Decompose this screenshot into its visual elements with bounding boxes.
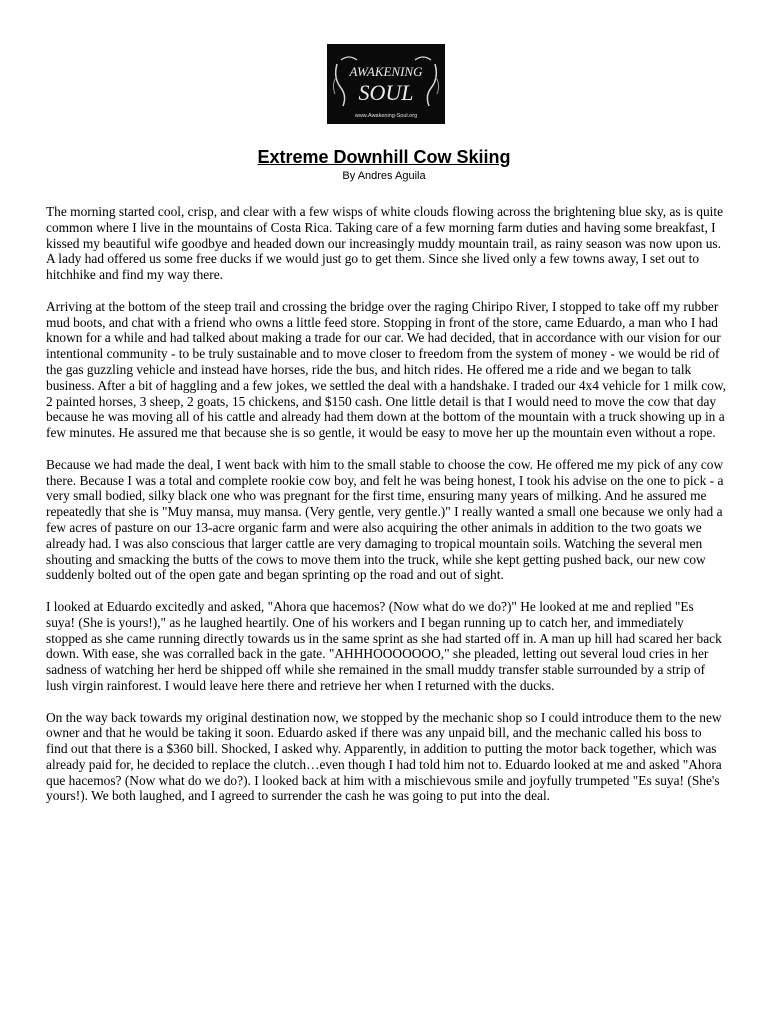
paragraph: Arriving at the bottom of the steep trail and crossing the bridge over the raging Chiripo River, I stopped to take off my rubber mud boots, and chat with a friend who owns a little feed store. Stopping in front of the store, came Eduardo, a man who I had known for a while and had talked about making a trade for our car. We had decided, that in accordance with our vision for our intentional community - to be truly sustainable and to move closer to freedom from the system of money - we would be rid of the gas guzzling vehicle and instead have horses, ride the bus, and hitch rides. He offered me a ride and we began to talk business. After a bit of haggling and a few jokes, we settled the deal with a handshake. I traded our 4x4 vehicle for 1 milk cow, 2 painted horses, 3 sheep, 2 goats, 15 chickens, and $150 cash. One little detail is that I would need to move the cow that day because he was moving all of his cattle and already had them down at the bottom of the mountain with a truck showing up in a few minutes. He assured me that because she is so gentle, it would be easy to move her up the mountain even without a rope. [46,298,726,441]
paragraph: Because we had made the deal, I went back with him to the small stable to choose the cow. He offered me my pick of any cow there. Because I was a total and complete rookie cow boy, and felt he was being honest, I took his advise on the one to pick - a very small bodied, silky black one who was pregnant for the first time, ensuring many years of milking. And he assured me repeatedly that she is "Muy mansa, muy mansa. (Very gentle, very gentle.)" I really wanted a small one because we only had a few acres of pasture on our 13-acre organic farm and were also acquiring the other animals in addition to the two goats we already had. I was also conscious that larger cattle are very damaging to tropical mountain soils. Watching the several men shouting and smacking the butts of the cows to move them into the truck, while she kept getting pushed back, our new cow suddenly bolted out of the open gate and began sprinting op the road and out of sight. [46,456,724,583]
document-title: Extreme Downhill Cow Skiing [257,147,511,167]
logo-url: www.Awakening-Soul.org [354,113,418,119]
paragraph: I looked at Eduardo excitedly and asked, "Ahora que hacemos? (Now what do we do?)" He looked at me and replied "Es suya! (She is yours!)," as he laughed heartily. One of his workers and I began running up to catch her, and immediately stopped as she came running directly towards us in the same sprint as she had started off in. A man up hill had scared her back down. With ease, she was corralled back in the gate. "AHHHOOOOOOO," she pleaded, letting out several loud cries in her sadness of watching her herd be shipped off while she remained in the small muddy transfer stable surrounded by a strip of lush virgin rainforest. I would leave here there and retrieve her when I returned with the ducks. [46,598,722,693]
paragraph: The morning started cool, crisp, and clear with a few wisps of white clouds flowing across the brightening blue sky, as is quite common where I live in the mountains of Costa Rica. Taking care of a few morning farm duties and having some breakfast, I kissed my beautiful wife goodbye and headed down our increasingly muddy mountain trail, as rainy season was now upon us. A lady had offered us some free ducks if we would just go to get them. Since she lived only a few towns away, I set out to hitchhike and find my way there. [46,204,724,283]
logo-text-bottom: SOUL [358,80,414,105]
awakening-soul-logo-icon [327,44,445,124]
document-body [46,204,726,820]
paragraph: On the way back towards my original destination now, we stopped by the mechanic shop so I could introduce them to the new owner and that he would be taking it soon. Eduardo asked if there was any unpaid bill, and the mechanic called his boss to find out that there is a $360 bill. Shocked, I asked why. Apparently, in addition to putting the motor back together, which was already paid for, he decided to replace the clutch…even though I had told him not to. Eduardo looked at me and asked "Ahora que hacemos? (Now what do we do?). I looked back at him with a mischievous smile and joyfully trumpeted "Es suya! (She's yours!). We both laughed, and I agreed to surrender the cash he was going to put into the deal. [46,709,722,804]
document-byline: By Andres Aguila [342,170,426,182]
logo-text-top: AWAKENING [349,64,423,79]
